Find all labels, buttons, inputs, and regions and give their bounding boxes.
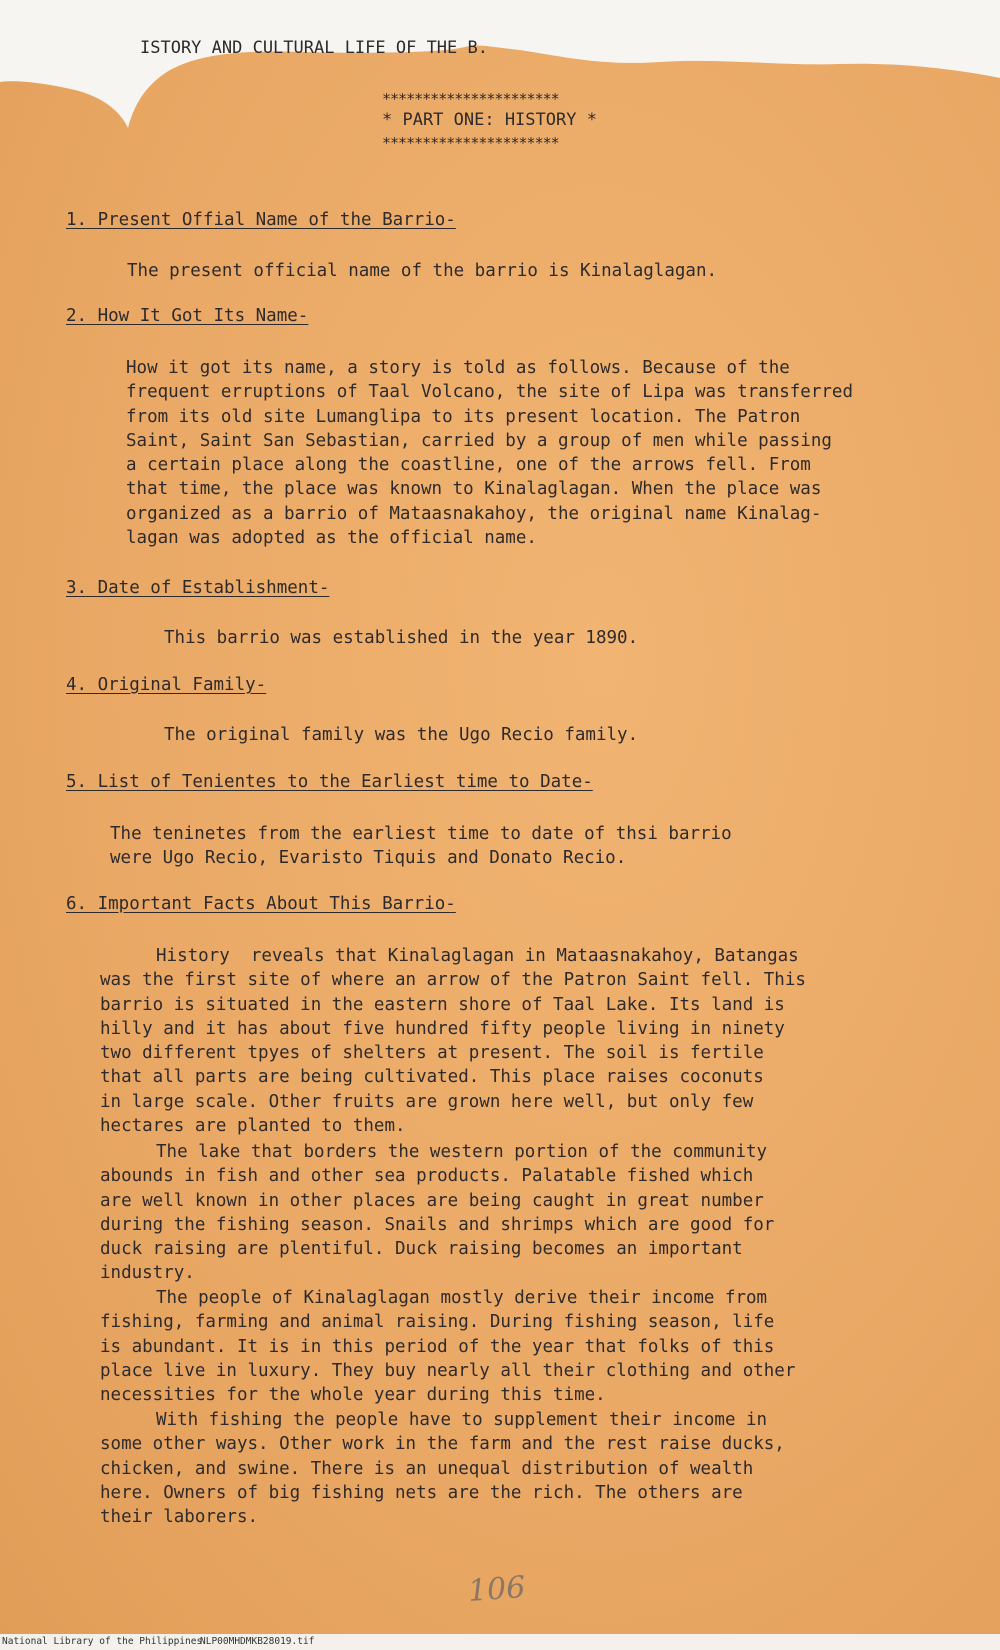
handwritten-page-number: 106 xyxy=(466,1570,527,1609)
stars-bottom: ********************** xyxy=(382,134,559,152)
section-heading-4: 4. Original Family- xyxy=(66,675,267,695)
section-5-text: The teninetes from the earliest time to date of thsi barrio were Ugo Recio, Evaristo Tiquis and Donato Recio. xyxy=(110,824,732,869)
section-4-text: The original family was the Ugo Recio family. xyxy=(164,725,639,745)
footer-filename: NLP00MHDMKB28019.tif xyxy=(200,1636,315,1647)
document-title: ISTORY AND CULTURAL LIFE OF THE B. xyxy=(140,38,488,58)
scan-footer xyxy=(0,1634,1000,1650)
section-1-text: The present official name of the barrio is Kinalaglagan. xyxy=(127,261,718,281)
section-heading-3: 3. Date of Establishment- xyxy=(66,578,330,598)
section-heading-5: 5. List of Tenientes to the Earliest time to Date- xyxy=(66,772,593,792)
part-heading: * PART ONE: HISTORY * xyxy=(382,110,597,130)
section-6-paragraph-2: The lake that borders the western portion of the community abounds in fish and other sea products. Palatable fished which are well known in other places are being caught in great number during the fishing season. Snails and shrimps which are good for duck raising are plentiful. Duck raising becomes an important industry. xyxy=(100,1142,775,1284)
section-6-paragraph-4: With fishing the people have to supplement their income in some other ways. Other work in the farm and the rest raise ducks, chicken, and swine. There is an unequal distribution of wealth here. Owners of big fishing nets are the rich. The others are their laborers. xyxy=(100,1410,785,1528)
section-6-paragraph-3: The people of Kinalaglagan mostly derive their income from fishing, farming and animal raising. During fishing season, life is abundant. It is in this period of the year that folks of this place live in luxury. They buy nearly all their clothing and other necessities for the whole year during this time. xyxy=(100,1288,796,1406)
section-heading-6: 6. Important Facts About This Barrio- xyxy=(66,894,456,914)
section-heading-1: 1. Present Offial Name of the Barrio- xyxy=(66,210,456,230)
stars-top: ********************** xyxy=(382,90,559,108)
footer-institution: National Library of the Philippines xyxy=(2,1636,203,1647)
section-6-paragraph-1: History reveals that Kinalaglagan in Mataasnakahoy, Batangas was the first site of where an arrow of the Patron Saint fell. This barrio is situated in the eastern shore of Taal Lake. Its land is hilly and it has about five hundred fifty people living in ninety two different tpyes of shelters at present. The soil is fertile that all parts are being cultivated. This place raises coconuts in large scale. Other fruits are grown here well, but only few hectares are planted to them. xyxy=(100,946,806,1137)
section-3-text: This barrio was established in the year 1890. xyxy=(164,628,639,648)
section-2-text: How it got its name, a story is told as follows. Because of the frequent erruptions of Taal Volcano, the site of Lipa was transferred from its old site Lumanglipa to its present location. The Patron Saint, Saint San Sebastian, carried by a group of men while passing a certain place along the coastline, one of the arrows fell. From that time, the place was known to Kinalaglagan. When the place was organized as a barrio of Mataasnakahoy, the original name Kinalag- lagan was adopted as the official name. xyxy=(126,358,853,549)
section-heading-2: 2. How It Got Its Name- xyxy=(66,306,309,326)
